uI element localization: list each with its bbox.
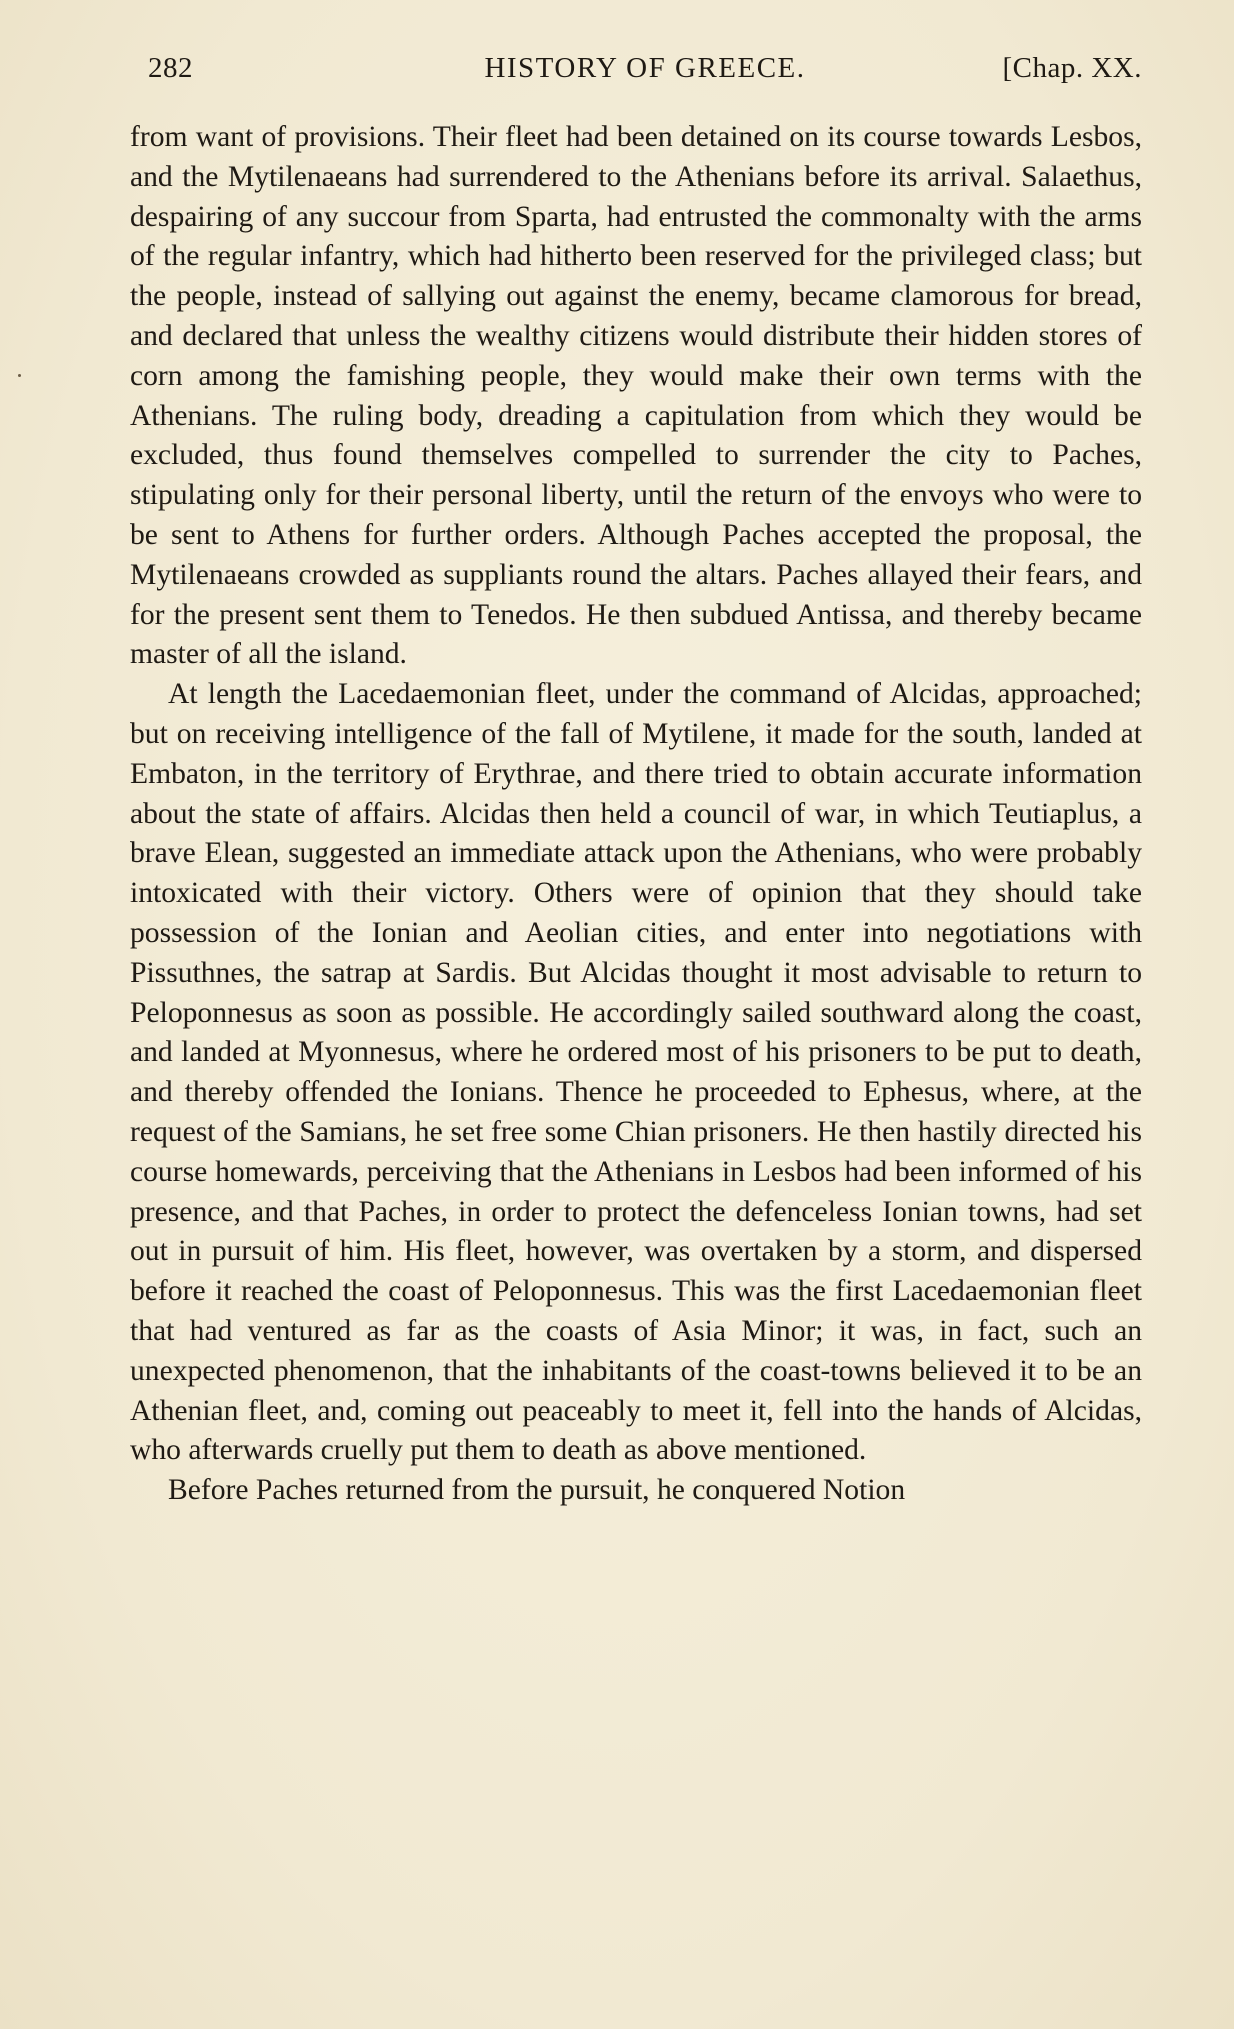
margin-speck xyxy=(18,374,21,377)
paragraph: At length the Lacedaemonian fleet, under the command of Alcidas, approached; but on receiving intelligence of the fall of Mytilene, it made for the south, landed at Embaton, in the territory of Erythrae, and there tried to obtain accurate information about the state of affairs. Alcidas then held a council of war, in which Teutiaplus, a brave Elean, suggested an immediate attack upon the Athenians, who were probably intoxicated with their victory. Others were of opinion that they should take possession of the Ionian and Aeolian cities, and enter into negotiations with Pissuthnes, the satrap at Sardis. But Alcidas thought it most advisable to return to Peloponnesus as soon as possible. He accordingly sailed southward along the coast, and landed at Myonnesus, where he ordered most of his prisoners to be put to death, and thereby offended the Ionians. Thence he proceeded to Ephesus, where, at the request of the Samians, he set free some Chian prisoners. He then hastily directed his course homewards, perceiving that the Athenians in Lesbos had been informed of his presence, and that Paches, in order to protect the defenceless Ionian towns, had set out in pursuit of him. His fleet, however, was overtaken by a storm, and dispersed before it reached the coast of Peloponnesus. This was the first Lacedaemonian fleet that had ventured as far as the coasts of Asia Minor; it was, in fact, such an unexpected phenomenon, that the inhabitants of the coast-towns believed it to be an Athenian fleet, and, coming out peaceably to meet it, fell into the hands of Alcidas, who afterwards cruelly put them to death as above mentioned. xyxy=(130,678,1142,1467)
body-text xyxy=(130,118,1142,1511)
page-number: 282 xyxy=(148,52,193,84)
running-title: HISTORY OF GREECE. xyxy=(484,52,806,84)
page-header xyxy=(148,52,1142,96)
paragraph-continued: from want of provisions. Their fleet had been detained on its course towards Lesbos, and the Mytilenaeans had surrendered to the Athenians before its arrival. Salaethus, despairing of any succour from Sparta, had entrusted the commonalty with the arms of the regular infantry, which had hitherto been reserved for the privileged class; but the people, instead of sallying out against the enemy, became clamorous for bread, and declared that unless the wealthy citizens would distribute their hidden stores of corn among the famishing people, they would make their own terms with the Athenians. The ruling body, dreading a capitulation from which they would be excluded, thus found themselves compelled to surrender the city to Paches, stipulating only for their personal liberty, until the return of the envoys who were to be sent to Athens for further orders. Although Paches accepted the proposal, the Mytilenaeans crowded as suppliants round the altars. Paches allayed their fears, and for the present sent them to Tenedos. He then subdued Antissa, and thereby became master of all the island. xyxy=(130,121,1142,671)
chapter-reference: [Chap. XX. xyxy=(1002,52,1142,84)
paragraph: Before Paches returned from the pursuit, he conquered Notion xyxy=(168,1474,906,1507)
